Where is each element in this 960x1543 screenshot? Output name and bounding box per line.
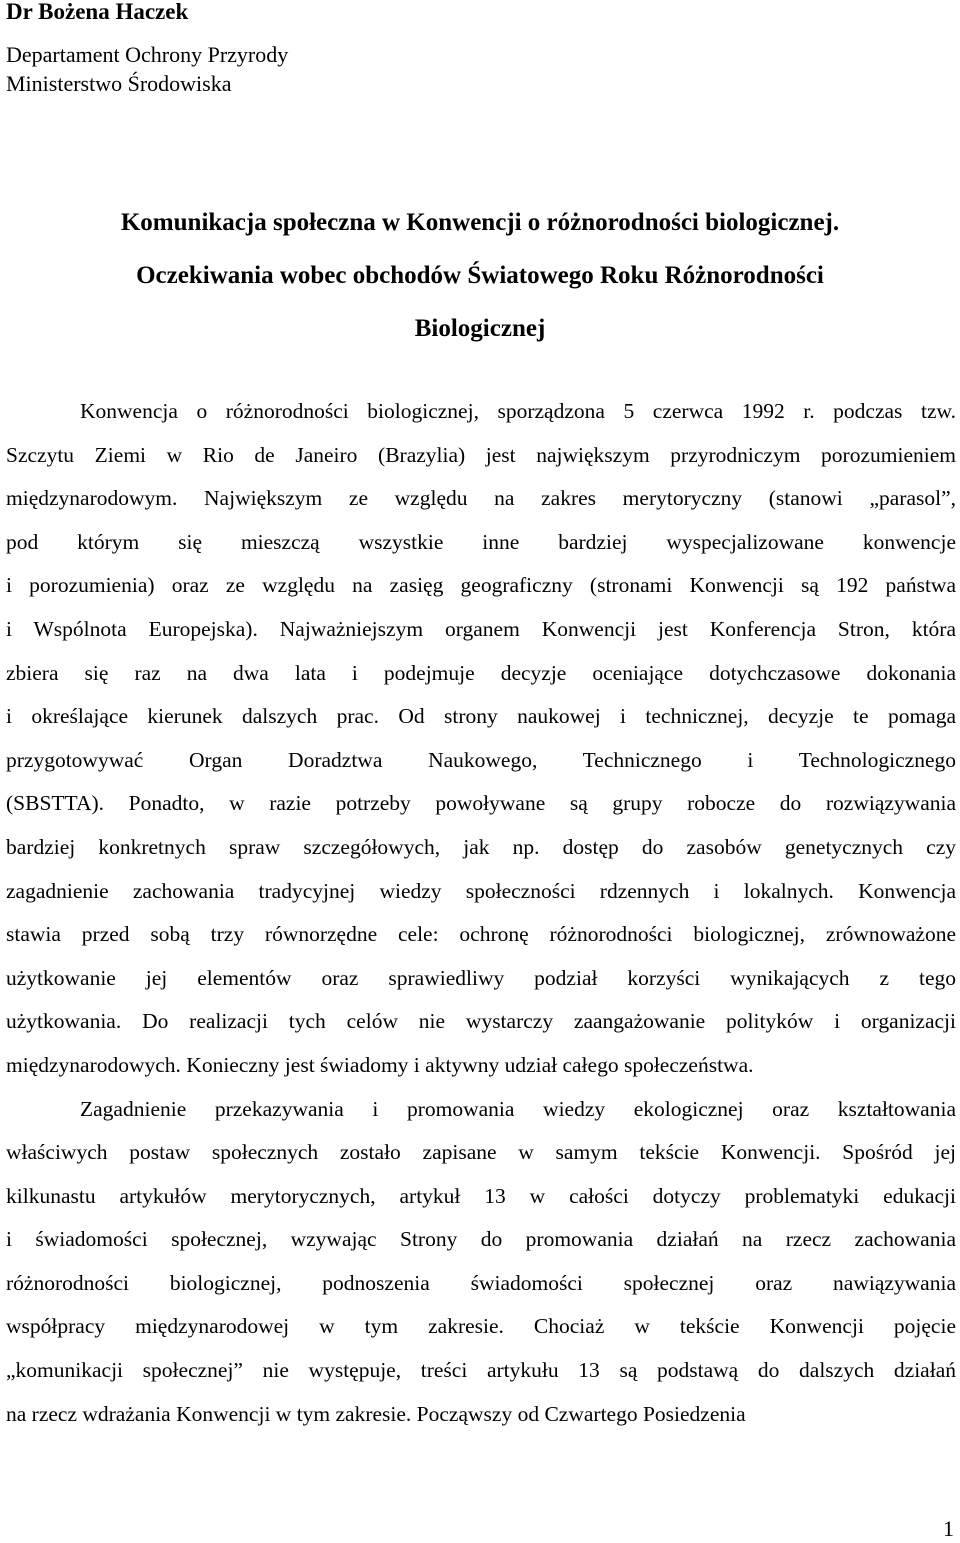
text-line: Szczytu Ziemi w Rio de Janeiro (Brazylia) jest największym przyrodniczym porozumieniem	[6, 442, 956, 467]
department-name: Departament Ochrony Przyrody	[6, 42, 289, 67]
text-line: przygotowywać Organ Doradztwa Naukowego, Technicznego i Technologicznego	[6, 747, 956, 772]
author-name: Dr Bożena Haczek	[6, 0, 189, 24]
ministry-name: Ministerstwo Środowiska	[6, 71, 232, 96]
text-line: zbiera się raz na dwa lata i podejmuje decyzje oceniające dotychczasowe dokonania	[6, 660, 956, 685]
text-line: stawia przed sobą trzy równorzędne cele: ochronę różnorodności biologicznej, zrównoważone	[6, 922, 956, 947]
text-line: i porozumienia) oraz ze względu na zasięg geograficzny (stronami Konwencji są 192 państwa	[6, 573, 956, 598]
text-line: międzynarodowym. Największym ze względu na zakres merytoryczny (stanowi „parasol”,	[6, 486, 956, 511]
text-line: bardziej konkretnych spraw szczegółowych, jak np. dostęp do zasobów genetycznych czy	[6, 834, 956, 859]
title-line-3: Biologicznej	[414, 315, 546, 342]
text-line: międzynarodowych. Konieczny jest świadomy i aktywny udział całego społeczeństwa.	[6, 1052, 754, 1077]
text-line: pod którym się mieszczą wszystkie inne bardziej wyspecjalizowane konwencje	[6, 529, 956, 554]
author-affiliation	[6, 40, 288, 98]
text-line: właściwych postaw społecznych zostało zapisane w samym tekście Konwencji. Spośród jej	[6, 1140, 956, 1165]
text-line: użytkowanie jej elementów oraz sprawiedliwy podział korzyści wynikających z tego	[6, 965, 956, 990]
text-line: kilkunastu artykułów merytorycznych, artykuł 13 w całości dotyczy problematyki edukacji	[6, 1183, 956, 1208]
text-line: „komunikacji społecznej” nie występuje, treści artykułu 13 są podstawą do dalszych działań	[6, 1358, 956, 1383]
text-line: i Wspólnota Europejska). Najważniejszym organem Konwencji jest Konferencja Stron, która	[6, 616, 956, 641]
text-line: różnorodności biologicznej, podnoszenia świadomości społecznej oraz nawiązywania	[6, 1270, 956, 1295]
paragraph-2	[6, 1088, 956, 1437]
document-title	[0, 196, 960, 355]
page-number: 1	[943, 1516, 954, 1541]
text-line: zagadnienie zachowania tradycyjnej wiedzy społeczności rdzennych i lokalnych. Konwencja	[6, 878, 956, 903]
paragraph-1	[6, 390, 956, 1088]
title-line-1: Komunikacja społeczna w Konwencji o różnorodności biologicznej.	[120, 209, 840, 236]
text-line: Konwencja o różnorodności biologicznej, sporządzona 5 czerwca 1992 r. podczas tzw.	[80, 399, 956, 423]
text-line: Zagadnienie przekazywania i promowania wiedzy ekologicznej oraz kształtowania	[80, 1096, 956, 1121]
text-line: (SBSTTA). Ponadto, w razie potrzeby powoływane są grupy robocze do rozwiązywania	[6, 791, 956, 816]
text-line: i określające kierunek dalszych prac. Od strony naukowej i technicznej, decyzje te pomaga	[6, 704, 956, 729]
text-line: na rzecz wdrażania Konwencji w tym zakresie. Począwszy od Czwartego Posiedzenia	[6, 1401, 746, 1426]
text-line: i świadomości społecznej, wzywając Strony do promowania działań na rzecz zachowania	[6, 1227, 956, 1252]
title-line-2: Oczekiwania wobec obchodów Światowego Roku Różnorodności	[136, 262, 824, 289]
body-text	[6, 390, 956, 1436]
text-line: użytkowania. Do realizacji tych celów nie wystarczy zaangażowanie polityków i organizacji	[6, 1009, 956, 1034]
text-line: współpracy międzynarodowej w tym zakresie. Chociaż w tekście Konwencji pojęcie	[6, 1314, 956, 1339]
